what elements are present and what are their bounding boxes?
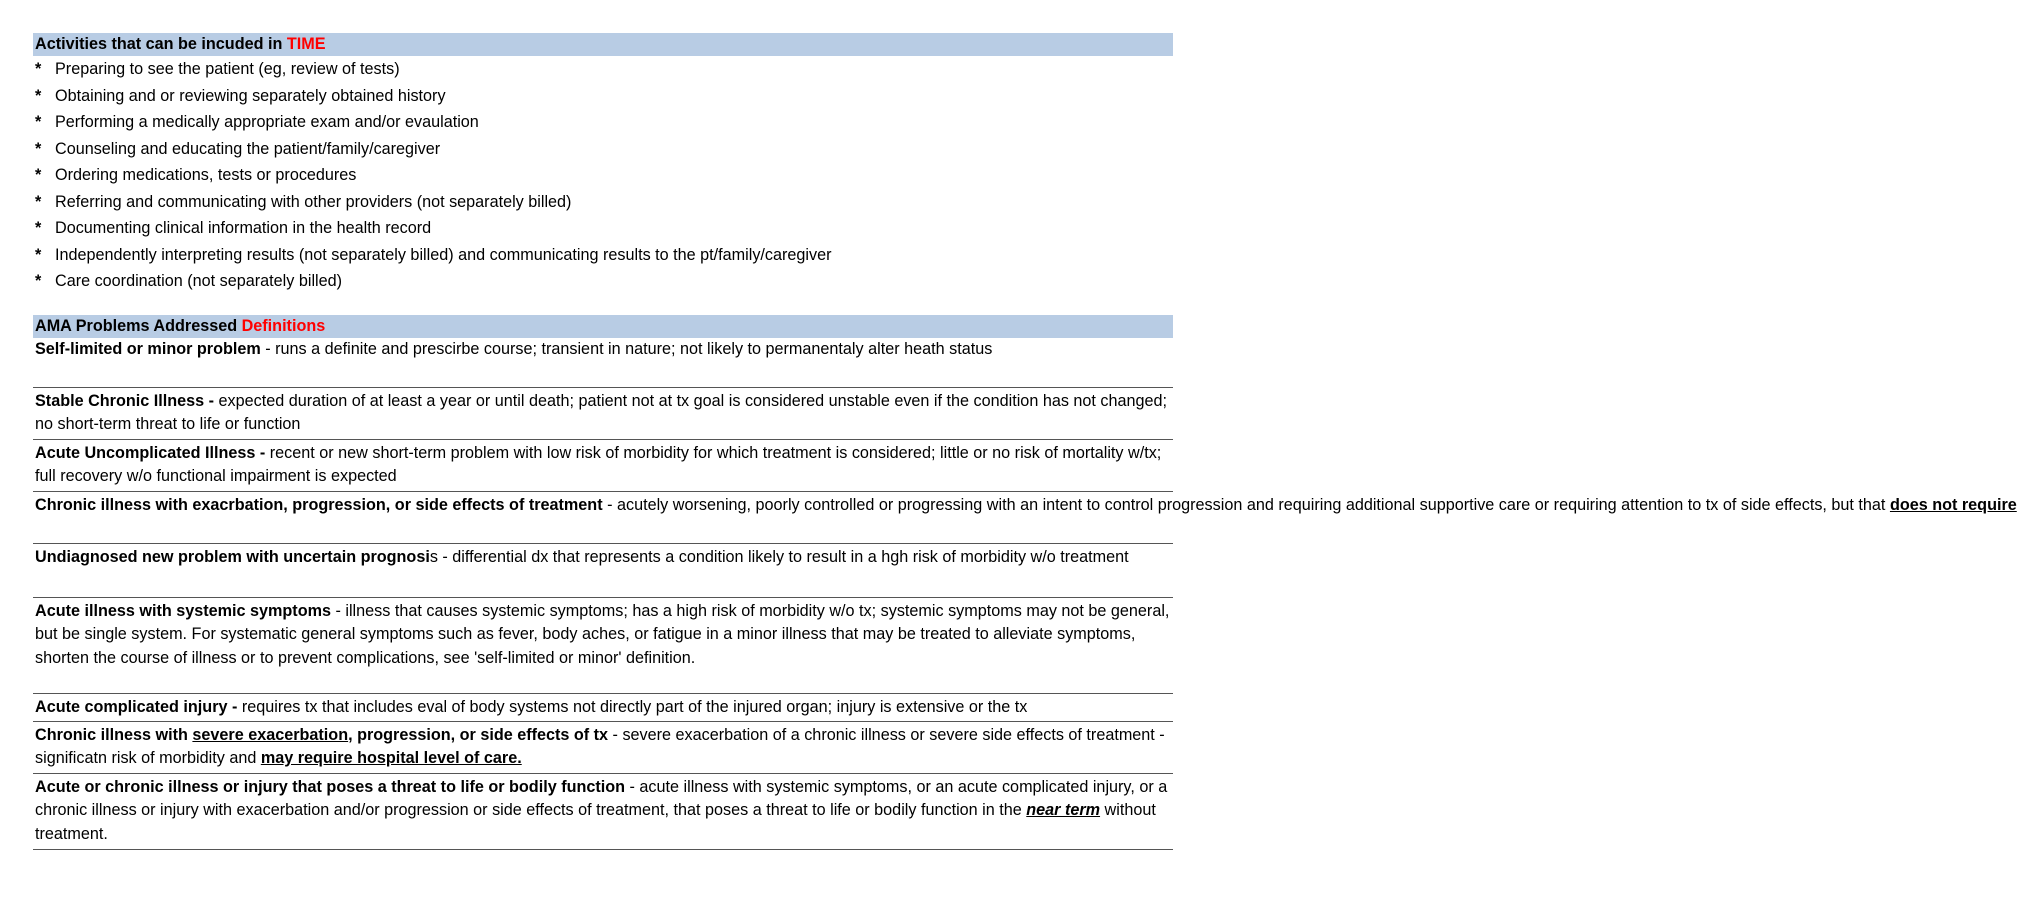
time-activities-list [33,56,1173,295]
section-header-time-activities [33,33,1173,56]
header-highlight: Definitions [241,316,326,335]
list-item [33,109,1173,136]
definition-acute-complicated-injury [33,694,1173,722]
definition-stable-chronic [33,388,1173,440]
list-item-text: Performing a medically appropriate exam and/or evaulation [55,113,479,131]
list-item-text: Referring and communicating with other providers (not separately billed) [55,192,572,211]
definition-self-limited [33,338,1173,388]
definition-threat-to-life [33,774,1173,850]
definition-text: - runs a definite and prescirbe course; transient in nature; not likely to permanentaly alter heath status [260,339,993,358]
bullet-marker: * [35,60,42,78]
definition-term: Acute or chronic illness or injury that poses a threat to life or bodily function [35,777,626,796]
definition-text: expected duration of at least a year or until death; patient not at tx goal is considered unstable even if the condition has not changed; no short-term threat to life or function [35,391,1168,433]
definition-acute-uncomplicated [33,440,1173,492]
bullet-marker: * [35,86,42,105]
bullet-marker: * [35,272,42,290]
header-highlight: TIME [286,35,326,53]
list-item [33,83,1173,110]
definition-term-underlined: severe exacerbation [192,725,349,744]
bullet-marker: * [35,219,42,237]
list-item [33,215,1173,242]
definition-text: - severe exacerbation of a chronic illness or severe side effects of treatment - significatn risk of morbidity and [35,725,1165,767]
list-item [33,268,1173,295]
section-header-ama-definitions [33,315,1173,338]
list-item-text: Independently interpreting results (not separately billed) and communicating results to the pt/family/caregiver [55,245,832,264]
header-title: Activities that can be incuded in [35,35,287,53]
definition-term: Chronic illness with exacrbation, progression, or side effects of treatment [35,495,603,514]
definition-text: recent or new short-term problem with low risk of morbidity for which treatment is considered; little or no risk of mortality w/tx; full recovery w/o functional impairment is expected [35,443,1162,485]
definition-text: - acutely worsening, poorly controlled or progressing with an intent to control progression and requiring additional supportive care or requiring attention to tx of side effects, but that [602,495,1890,514]
list-item [33,162,1173,189]
definition-text: - acute illness with systemic symptoms, or an acute complicated injury, or a chronic illness or injury with exacerbation and/or progression or side effects of treatment, that poses a threat to life or bodily function in the [35,777,1168,819]
definition-chronic-exacerbation [33,492,2017,544]
definition-term: Acute illness with systemic symptoms [35,601,331,620]
definition-acute-systemic [33,598,1173,694]
definition-text: - illness that causes systemic symptoms; has a high risk of morbidity w/o tx; systemic symptoms may not be general, but be single system. For systematic general symptoms such as fever, body aches, or fatigue in a minor illness that may be treated to alleviate symptoms, shorten the course of illness or to prevent complications, see 'self-limited or minor' definition. [35,601,1170,667]
bullet-marker: * [35,139,42,158]
bullet-marker: * [35,166,42,184]
definition-text: - differential dx that represents a condition likely to result in a hgh risk of morbidity w/o treatment [437,547,1129,566]
list-item [33,242,1173,269]
list-item-text: Preparing to see the patient (eg, review of tests) [55,60,400,78]
bullet-marker: * [35,113,42,131]
spacer [33,295,1173,315]
definition-text: requires tx that includes eval of body systems not directly part of the injured organ; injury is extensive or the tx [241,697,1028,716]
bullet-marker: * [35,192,42,211]
definition-term: Chronic illness with [35,725,193,744]
definition-term-rest: , progression, or side effects of tx [348,725,609,744]
document-sheet [33,33,2017,850]
definition-emphasis: near term [1026,801,1101,819]
definition-emphasis: does not require [1889,495,2017,514]
definition-term-tail: s [429,547,438,566]
definition-chronic-severe [33,722,1173,774]
list-item [33,56,1173,83]
list-item [33,189,1173,216]
definition-term: Acute complicated injury - [35,697,242,716]
list-item [33,136,1173,163]
header-title: AMA Problems Addressed [35,316,242,335]
list-item-text: Documenting clinical information in the health record [55,219,432,237]
list-item-text: Care coordination (not separately billed) [55,272,343,290]
definition-emphasis: may require hospital level of care. [260,749,522,767]
list-item-text: Obtaining and or reviewing separately obtained history [55,86,446,105]
definition-text-tail: without treatment. [35,801,1156,843]
list-item-text: Counseling and educating the patient/family/caregiver [55,139,441,158]
list-item-text: Ordering medications, tests or procedures [55,166,357,184]
definition-term: Undiagnosed new problem with uncertain prognosi [35,547,430,566]
definition-term: Self-limited or minor problem [35,339,261,358]
definition-term: Stable Chronic Illness - [35,391,219,410]
definition-undiagnosed [33,544,1173,598]
definition-term: Acute Uncomplicated Illness - [35,443,270,462]
bullet-marker: * [35,245,42,264]
